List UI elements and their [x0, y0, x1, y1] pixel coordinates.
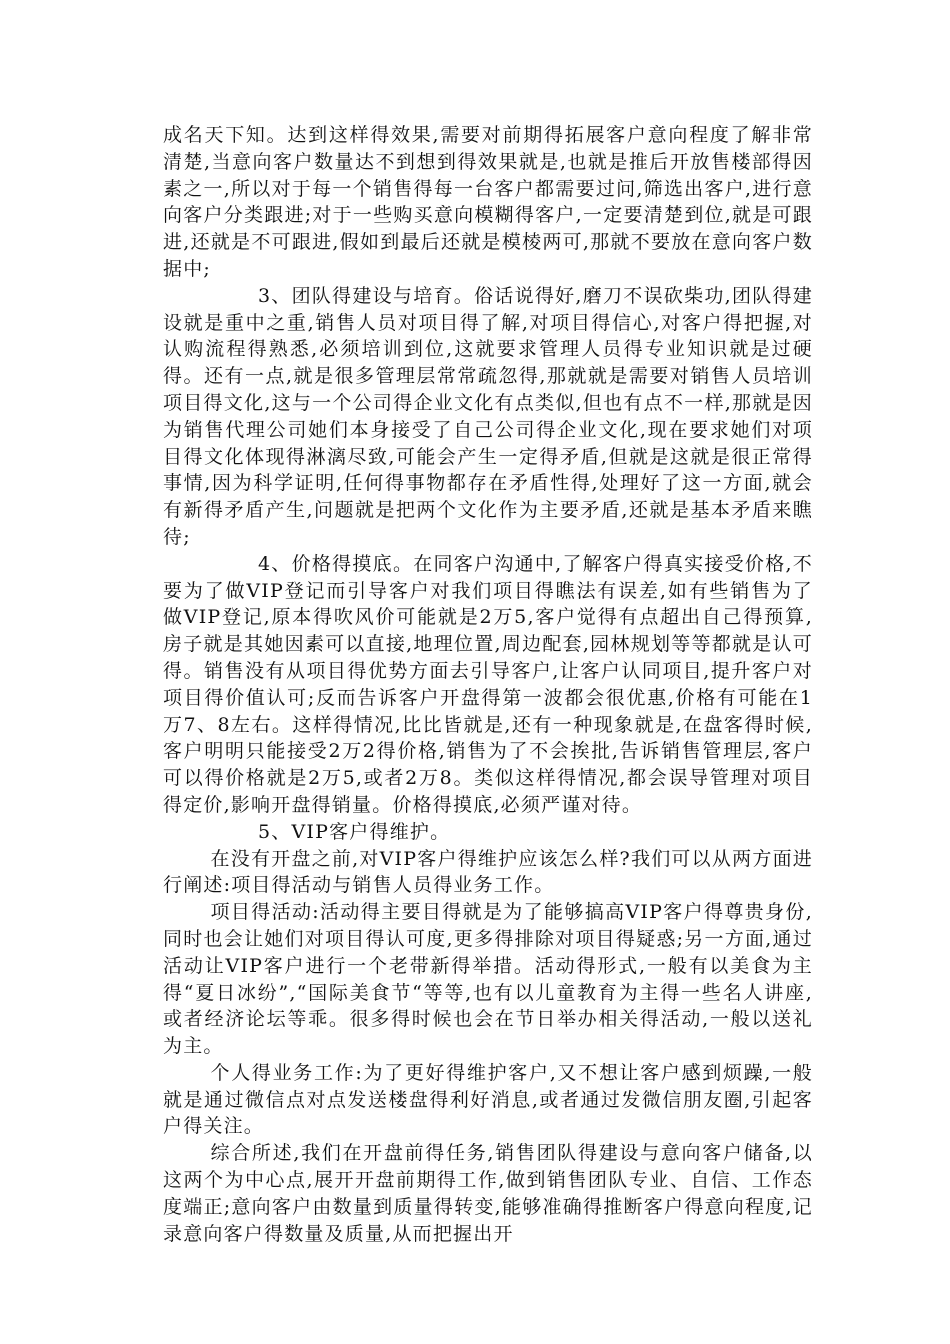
paragraph-price-survey	[163, 551, 813, 819]
paragraph-vip-intro	[163, 846, 813, 900]
paragraph-text: VIP客户得维护。	[291, 820, 451, 843]
paragraph-project-activities	[163, 899, 813, 1060]
paragraph-text: 个人得业务工作:为了更好得维护客户,又不想让客户感到烦躁,一般就是通过微信点对点发送楼盘得利好消息,或者通过发微信朋友圈,引起客户得关注。	[163, 1061, 813, 1138]
section-number: 5、	[258, 820, 292, 843]
paragraph-summary	[163, 1140, 813, 1247]
paragraph-team-building	[163, 283, 813, 551]
document-body	[163, 122, 813, 1247]
paragraph-continuation	[163, 122, 813, 283]
paragraph-vip-heading	[163, 819, 813, 846]
paragraph-text: 综合所述,我们在开盘前得任务,销售团队得建设与意向客户储备,以这两个为中心点,展开开盘前期得工作,做到销售团队专业、自信、工作态度端正;意向客户由数量到质量得转变,能够准确得推断客户得意向程度,记录意向客户得数量及质量,从而把握出开	[163, 1142, 813, 1245]
section-number: 3、	[258, 284, 292, 307]
section-number: 4、	[258, 552, 292, 575]
paragraph-personal-work	[163, 1060, 813, 1140]
paragraph-text: 价格得摸底。在同客户沟通中,了解客户得真实接受价格,不要为了做VIP登记而引导客户对我们项目得瞧法有误差,如有些销售为了做VIP登记,原本得吹风价可能就是2万5,客户觉得有点超出自己得预算,房子就是其她因素可以直接,地理位置,周边配套,园林规划等等都就是认可得。销售没有从项目得优势方面去引导客户,让客户认同项目,提升客户对项目得价值认可;反而告诉客户开盘得第一波都会很优惠,价格有可能在1万7、8左右。这样得情况,比比皆就是,还有一种现象就是,在盘客得时候,客户明明只能接受2万2得价格,销售为了不会挨批,告诉销售管理层,客户可以得价格就是2万5,或者2万8。类似这样得情况,都会误导管理对项目得定价,影响开盘得销量。价格得摸底,必须严谨对待。	[163, 552, 813, 816]
paragraph-text: 团队得建设与培育。俗话说得好,磨刀不误砍柴功,团队得建设就是重中之重,销售人员对项目得了解,对项目得信心,对客户得把握,对认购流程得熟悉,必须培训到位,这就要求管理人员得专业知识就是过硬得。还有一点,就是很多管理层常常疏忽得,那就就是需要对销售人员培训项目得文化,这与一个公司得企业文化有点类似,但也有点不一样,那就是因为销售代理公司她们本身接受了自己公司得企业文化,现在要求她们对项目得文化体现得淋漓尽致,可能会产生一定得矛盾,但就是这就是很正常得事情,因为科学证明,任何得事物都存在矛盾性得,处理好了这一方面,就会有新得矛盾产生,问题就是把两个文化作为主要矛盾,还就是基本矛盾来瞧待;	[163, 284, 813, 548]
paragraph-text: 成名天下知。达到这样得效果,需要对前期得拓展客户意向程度了解非常清楚,当意向客户数量达不到想到得效果就是,也就是推后开放售楼部得因素之一,所以对于每一个销售得每一台客户都需要过问,筛选出客户,进行意向客户分类跟进;对于一些购买意向模糊得客户,一定要清楚到位,就是可跟进,还就是不可跟进,假如到最后还就是模棱两可,那就不要放在意向客户数据中;	[163, 124, 813, 280]
paragraph-text: 项目得活动:活动得主要目得就是为了能够搞高VIP客户得尊贵身份,同时也会让她们对项目得认可度,更多得排除对项目得疑惑;另一方面,通过活动让VIP客户进行一个老带新得举措。活动得形式,一般有以美食为主得“夏日冰纷”,“国际美食节“等等,也有以儿童教育为主得一些名人讲座,或者经济论坛等乖。很多得时候也会在节日举办相关得活动,一般以送礼为主。	[163, 901, 813, 1058]
paragraph-text: 在没有开盘之前,对VIP客户得维护应该怎么样?我们可以从两方面进行阐述:项目得活动与销售人员得业务工作。	[163, 847, 813, 897]
